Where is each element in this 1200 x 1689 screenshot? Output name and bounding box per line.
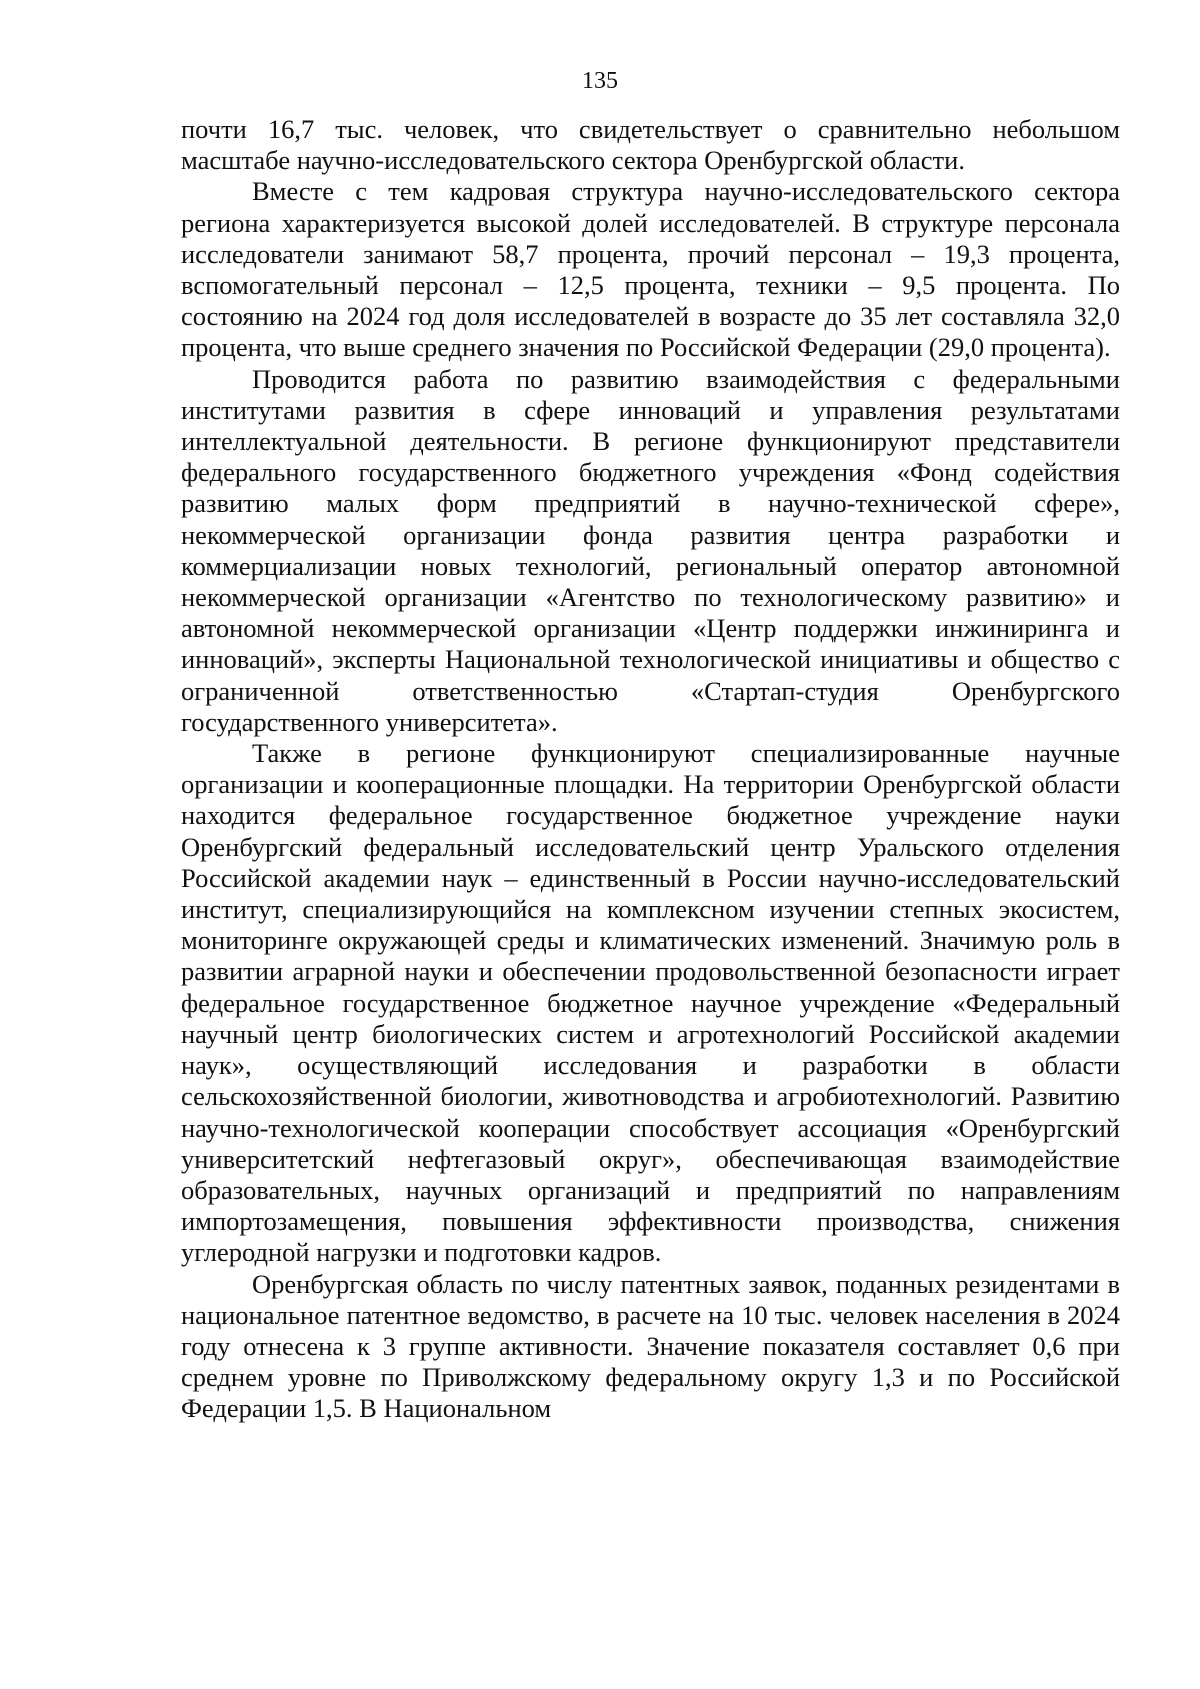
paragraph-continued: почти 16,7 тыс. человек, что свидетельствует о сравнительно небольшом масштабе научно-исследовательского сектора Оренбургской области.	[181, 114, 1120, 176]
paragraph-patent-applications: Оренбургская область по числу патентных заявок, поданных резидентами в национальное патентное ведомство, в расчете на 10 тыс. человек населения в 2024 году отнесена к 3 группе активности. Значение показателя составляет 0,6 при среднем уровне по Приволжскому федеральному округу 1,3 и по Российской Федерации 1,5. В Национальном	[181, 1268, 1120, 1424]
paragraph-staff-structure: Вместе с тем кадровая структура научно-исследовательского сектора региона характеризуется высокой долей исследователей. В структуре персонала исследователи занимают 58,7 процента, прочий персонал – 19,3 процента, вспомогательный персонал – 12,5 процента, техники – 9,5 процента. По состоянию на 2024 год доля исследователей в возрасте до 35 лет составляла 32,0 процента, что выше среднего значения по Российской Федерации (29,0 процента).	[181, 176, 1120, 363]
paragraph-development-institutions: Проводится работа по развитию взаимодействия с федеральными институтами развития в сфере инноваций и управления результатами интеллектуальной деятельности. В регионе функционируют представители федерального государственного бюджетного учреждения «Фонд содействия развитию малых форм предприятий в научно-технической сфере», некоммерческой организации фонда развития центра разработки и коммерциализации новых технологий, региональный оператор автономной некоммерческой организации «Агентство по технологическому развитию» и автономной некоммерческой организации «Центр поддержки инжиниринга и инноваций», эксперты Национальной технологической инициативы и общество с ограниченной ответственностью «Стартап-студия Оренбургского государственного университета».	[181, 363, 1120, 737]
document-body	[181, 114, 1120, 1425]
page-number: 135	[582, 68, 618, 94]
paragraph-specialized-organizations: Также в регионе функционируют специализированные научные организации и кооперационные площадки. На территории Оренбургской области находится федеральное государственное бюджетное учреждение науки Оренбургский федеральный исследовательский центр Уральского отделения Российской академии наук – единственный в России научно-исследовательский институт, специализирующийся на комплексном изучении степных экосистем, мониторинге окружающей среды и климатических изменений. Значимую роль в развитии аграрной науки и обеспечении продовольственной безопасности играет федеральное государственное бюджетное научное учреждение «Федеральный научный центр биологических систем и агротехнологий Российской академии наук», осуществляющий исследования и разработки в области сельскохозяйственной биологии, животноводства и агробиотехнологий. Развитию научно-технологической кооперации способствует ассоциация «Оренбургский университетский нефтегазовый округ», обеспечивающая взаимодействие образовательных, научных организаций и предприятий по направлениям импортозамещения, повышения эффективности производства, снижения углеродной нагрузки и подготовки кадров.	[181, 738, 1120, 1268]
